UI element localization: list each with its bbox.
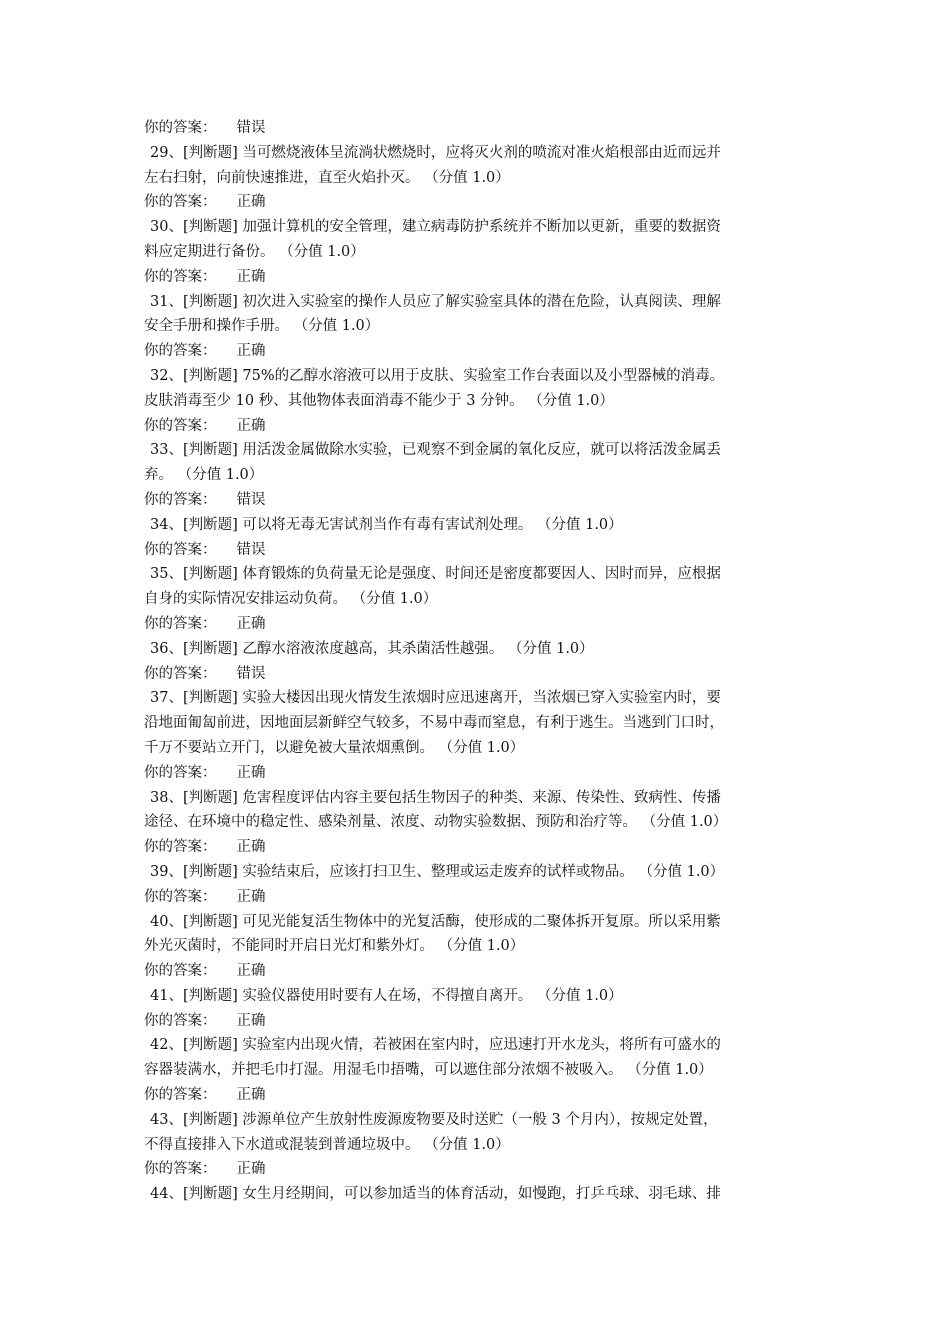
question-text-continued: 皮肤消毒至少 10 秒、其他物体表面消毒不能少于 3 分钟。 （分值 1.0） — [144, 392, 614, 409]
answer-value: 正确 — [236, 417, 266, 434]
answer-line — [144, 1083, 810, 1108]
answer-value: 正确 — [236, 764, 266, 781]
answer-label: 你的答案： — [144, 120, 217, 136]
answer-label: 你的答案： — [144, 888, 217, 905]
answer-value: 正确 — [236, 1012, 266, 1029]
answer-label: 你的答案： — [144, 1161, 217, 1178]
answer-label: 你的答案： — [144, 839, 217, 856]
answer-line — [144, 959, 810, 984]
question-text-continued: 不得直接排入下水道或混装到普通垃圾中。 （分值 1.0） — [144, 1136, 510, 1153]
answer-value: 错误 — [236, 541, 266, 558]
question-text: 35、[判断题] 体育锻炼的负荷量无论是强度、时间还是密度都要因人、因时而异，应根据 — [150, 566, 721, 583]
question-text: 43、[判断题] 涉源单位产生放射性废源废物要及时送贮（一般 3 个月内），按规定处置， — [150, 1111, 718, 1128]
answer-value: 正确 — [236, 888, 266, 905]
answer-value: 错误 — [236, 665, 266, 682]
answer-label: 你的答案： — [144, 963, 217, 980]
answer-label: 你的答案： — [144, 665, 217, 682]
answer-value: 正确 — [236, 1161, 266, 1178]
answer-value: 正确 — [236, 343, 266, 360]
question-text: 38、[判断题] 危害程度评估内容主要包括生物因子的种类、来源、传染性、致病性、传播 — [150, 789, 721, 806]
answer-line — [144, 116, 810, 141]
answer-value: 错误 — [236, 491, 266, 508]
question-text: 37、[判断题] 实验大楼因出现火情发生浓烟时应迅速离开，当浓烟已穿入实验室内时，要 — [150, 690, 721, 707]
question-text: 32、[判断题] 75%的乙醇水溶液可以用于皮肤、实验室工作台表面以及小型器械的消毒。 — [150, 367, 725, 384]
answer-label: 你的答案： — [144, 417, 217, 434]
question-text: 42、[判断题] 实验室内出现火情，若被困在室内时，应迅速打开水龙头，将所有可盛水的 — [150, 1037, 721, 1054]
question-text-continued: 沿地面匍匐前进，因地面层新鲜空气较多，不易中毒而窒息，有利于逃生。当逃到门口时， — [144, 715, 724, 732]
answer-line — [144, 265, 810, 290]
answer-label: 你的答案： — [144, 1012, 217, 1029]
answer-value: 正确 — [236, 268, 266, 285]
question-text: 33、[判断题] 用活泼金属做除水实验，已观察不到金属的氧化反应，就可以将活泼金属丢 — [150, 442, 721, 459]
question-text-continued: 千万不要站立开门，以避免被大量浓烟熏倒。 （分值 1.0） — [144, 739, 525, 756]
answer-line — [144, 662, 810, 687]
question-text-continued: 弃。 （分值 1.0） — [144, 467, 264, 484]
question-text-continued: 安全手册和操作手册。 （分值 1.0） — [144, 318, 380, 335]
answer-line — [144, 612, 810, 637]
answer-label: 你的答案： — [144, 1087, 217, 1104]
answer-line — [144, 339, 810, 364]
answer-line — [144, 1157, 810, 1182]
answer-label: 你的答案： — [144, 194, 217, 211]
question-text-continued: 左右扫射，向前快速推进，直至火焰扑灭。 （分值 1.0） — [144, 169, 510, 186]
answer-value: 正确 — [236, 839, 266, 856]
question-text-continued: 途径、在环境中的稳定性、感染剂量、浓度、动物实验数据、预防和治疗等。 （分值 1.0） — [144, 814, 728, 831]
question-text: 31、[判断题] 初次进入实验室的操作人员应了解实验室具体的潜在危险，认真阅读、理解 — [150, 293, 721, 310]
answer-line — [144, 190, 810, 215]
answer-line — [144, 761, 810, 786]
answer-label: 你的答案： — [144, 764, 217, 781]
question-text: 34、[判断题] 可以将无毒无害试剂当作有毒有害试剂处理。 （分值 1.0） — [150, 516, 623, 533]
question-text-continued: 料应定期进行备份。 （分值 1.0） — [144, 243, 365, 260]
question-text: 29、[判断题] 当可燃烧液体呈流淌状燃烧时，应将灭火剂的喷流对准火焰根部由近而远并 — [150, 144, 721, 161]
answer-label: 你的答案： — [144, 615, 217, 632]
question-list — [144, 116, 810, 1207]
answer-value: 错误 — [236, 120, 266, 136]
answer-line — [144, 414, 810, 439]
answer-label: 你的答案： — [144, 541, 217, 558]
question-text-continued: 自身的实际情况安排运动负荷。 （分值 1.0） — [144, 591, 438, 608]
question-text: 30、[判断题] 加强计算机的安全管理，建立病毒防护系统并不断加以更新，重要的数据资 — [150, 219, 721, 236]
answer-line — [144, 1009, 810, 1034]
answer-value: 正确 — [236, 615, 266, 632]
answer-label: 你的答案： — [144, 491, 217, 508]
answer-value: 正确 — [236, 1087, 266, 1104]
answer-line — [144, 538, 810, 563]
question-text-continued: 外光灭菌时，不能同时开启日光灯和紫外灯。 （分值 1.0） — [144, 938, 525, 955]
answer-label: 你的答案： — [144, 343, 217, 360]
answer-label: 你的答案： — [144, 268, 217, 285]
answer-line — [144, 488, 810, 513]
answer-line — [144, 835, 810, 860]
question-text-continued: 容器装满水，并把毛巾打湿。用湿毛巾捂嘴，可以遮住部分浓烟不被吸入。 （分值 1.0） — [144, 1062, 713, 1079]
answer-value: 正确 — [236, 963, 266, 980]
question-text: 44、[判断题] 女生月经期间，可以参加适当的体育活动，如慢跑，打乒乓球、羽毛球、排 — [150, 1186, 721, 1203]
answer-line — [144, 885, 810, 910]
question-text: 39、[判断题] 实验结束后，应该打扫卫生、整理或运走废弃的试样或物品。 （分值 1.0） — [150, 863, 725, 880]
question-text: 41、[判断题] 实验仪器使用时要有人在场，不得擅自离开。 （分值 1.0） — [150, 987, 623, 1004]
question-text: 36、[判断题] 乙醇水溶液浓度越高，其杀菌活性越强。 （分值 1.0） — [150, 640, 594, 657]
answer-value: 正确 — [236, 194, 266, 211]
question-text: 40、[判断题] 可见光能复活生物体中的光复活酶，使形成的二聚体拆开复原。所以采用紫 — [150, 913, 721, 930]
